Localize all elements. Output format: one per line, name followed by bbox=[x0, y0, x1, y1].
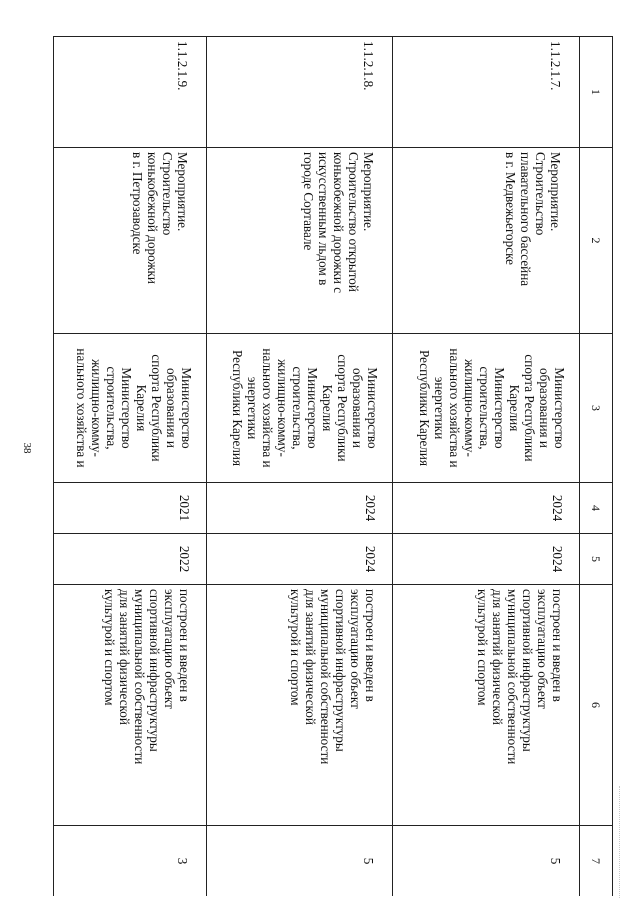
end-year-cell: 2022 bbox=[54, 534, 207, 585]
table-container bbox=[53, 36, 613, 896]
result-cell: построен и введен в эксплуатацию объект спортивной инфраструктуры муниципальной собственности для занятий физической культурой и спортом bbox=[54, 585, 207, 826]
scan-edge-mark bbox=[619, 786, 623, 898]
start-year-cell: 2021 bbox=[54, 483, 207, 534]
rotated-table-region bbox=[53, 36, 613, 896]
result-cell: построен и введен в эксплуатацию объект спортивной инфраструктуры муниципальной собственности для занятий физической культурой и спортом bbox=[206, 585, 393, 826]
row-number-cell: 1.1.2.1.9. bbox=[54, 37, 207, 148]
header-cell-1: 1 bbox=[580, 37, 613, 148]
row-number-cell: 1.1.2.1.8. bbox=[206, 37, 393, 148]
value-cell: 3 bbox=[54, 826, 207, 897]
header-cell-7: 7 bbox=[580, 826, 613, 897]
start-year-cell: 2024 bbox=[206, 483, 393, 534]
result-cell: построен и введен в эксплуатацию объект спортивной инфраструктуры муниципальной собственности для занятий физической культурой и спортом bbox=[393, 585, 580, 826]
page-number: 38 bbox=[21, 442, 33, 454]
executor-cell: Министерство образования и спорта Республики Карелия Министерство строительства, жилищно-комму- нального хозяйства и bbox=[54, 334, 207, 483]
value-cell: 5 bbox=[206, 826, 393, 897]
value-cell: 5 bbox=[393, 826, 580, 897]
header-cell-6: 6 bbox=[580, 585, 613, 826]
header-cell-4: 4 bbox=[580, 483, 613, 534]
table-row bbox=[54, 37, 207, 897]
table-row bbox=[393, 37, 580, 897]
end-year-cell: 2024 bbox=[206, 534, 393, 585]
executor-cell: Министерство образования и спорта Республики Карелия Министерство строительства, жилищно-комму- нального хозяйства и энергетики Республики Карелия bbox=[393, 334, 580, 483]
event-cell: Мероприятие. Строительство плавательного бассейна в г. Медвежьегорске bbox=[393, 148, 580, 334]
start-year-cell: 2024 bbox=[393, 483, 580, 534]
header-cell-3: 3 bbox=[580, 334, 613, 483]
executor-cell: Министерство образования и спорта Республики Карелия Министерство строительства, жилищно-комму- нального хозяйства и энергетики Республики Карелия bbox=[206, 334, 393, 483]
row-number-cell: 1.1.2.1.7. bbox=[393, 37, 580, 148]
event-cell: Мероприятие. Строительство открытой конькобежной дорожки с искусственным льдом в городе Сортавале bbox=[206, 148, 393, 334]
end-year-cell: 2024 bbox=[393, 534, 580, 585]
table-row bbox=[206, 37, 393, 897]
measures-table bbox=[53, 36, 613, 896]
header-row bbox=[580, 37, 613, 897]
header-cell-2: 2 bbox=[580, 148, 613, 334]
header-cell-5: 5 bbox=[580, 534, 613, 585]
event-cell: Мероприятие. Строительство конькобежной дорожки в г. Петрозаводске bbox=[54, 148, 207, 334]
